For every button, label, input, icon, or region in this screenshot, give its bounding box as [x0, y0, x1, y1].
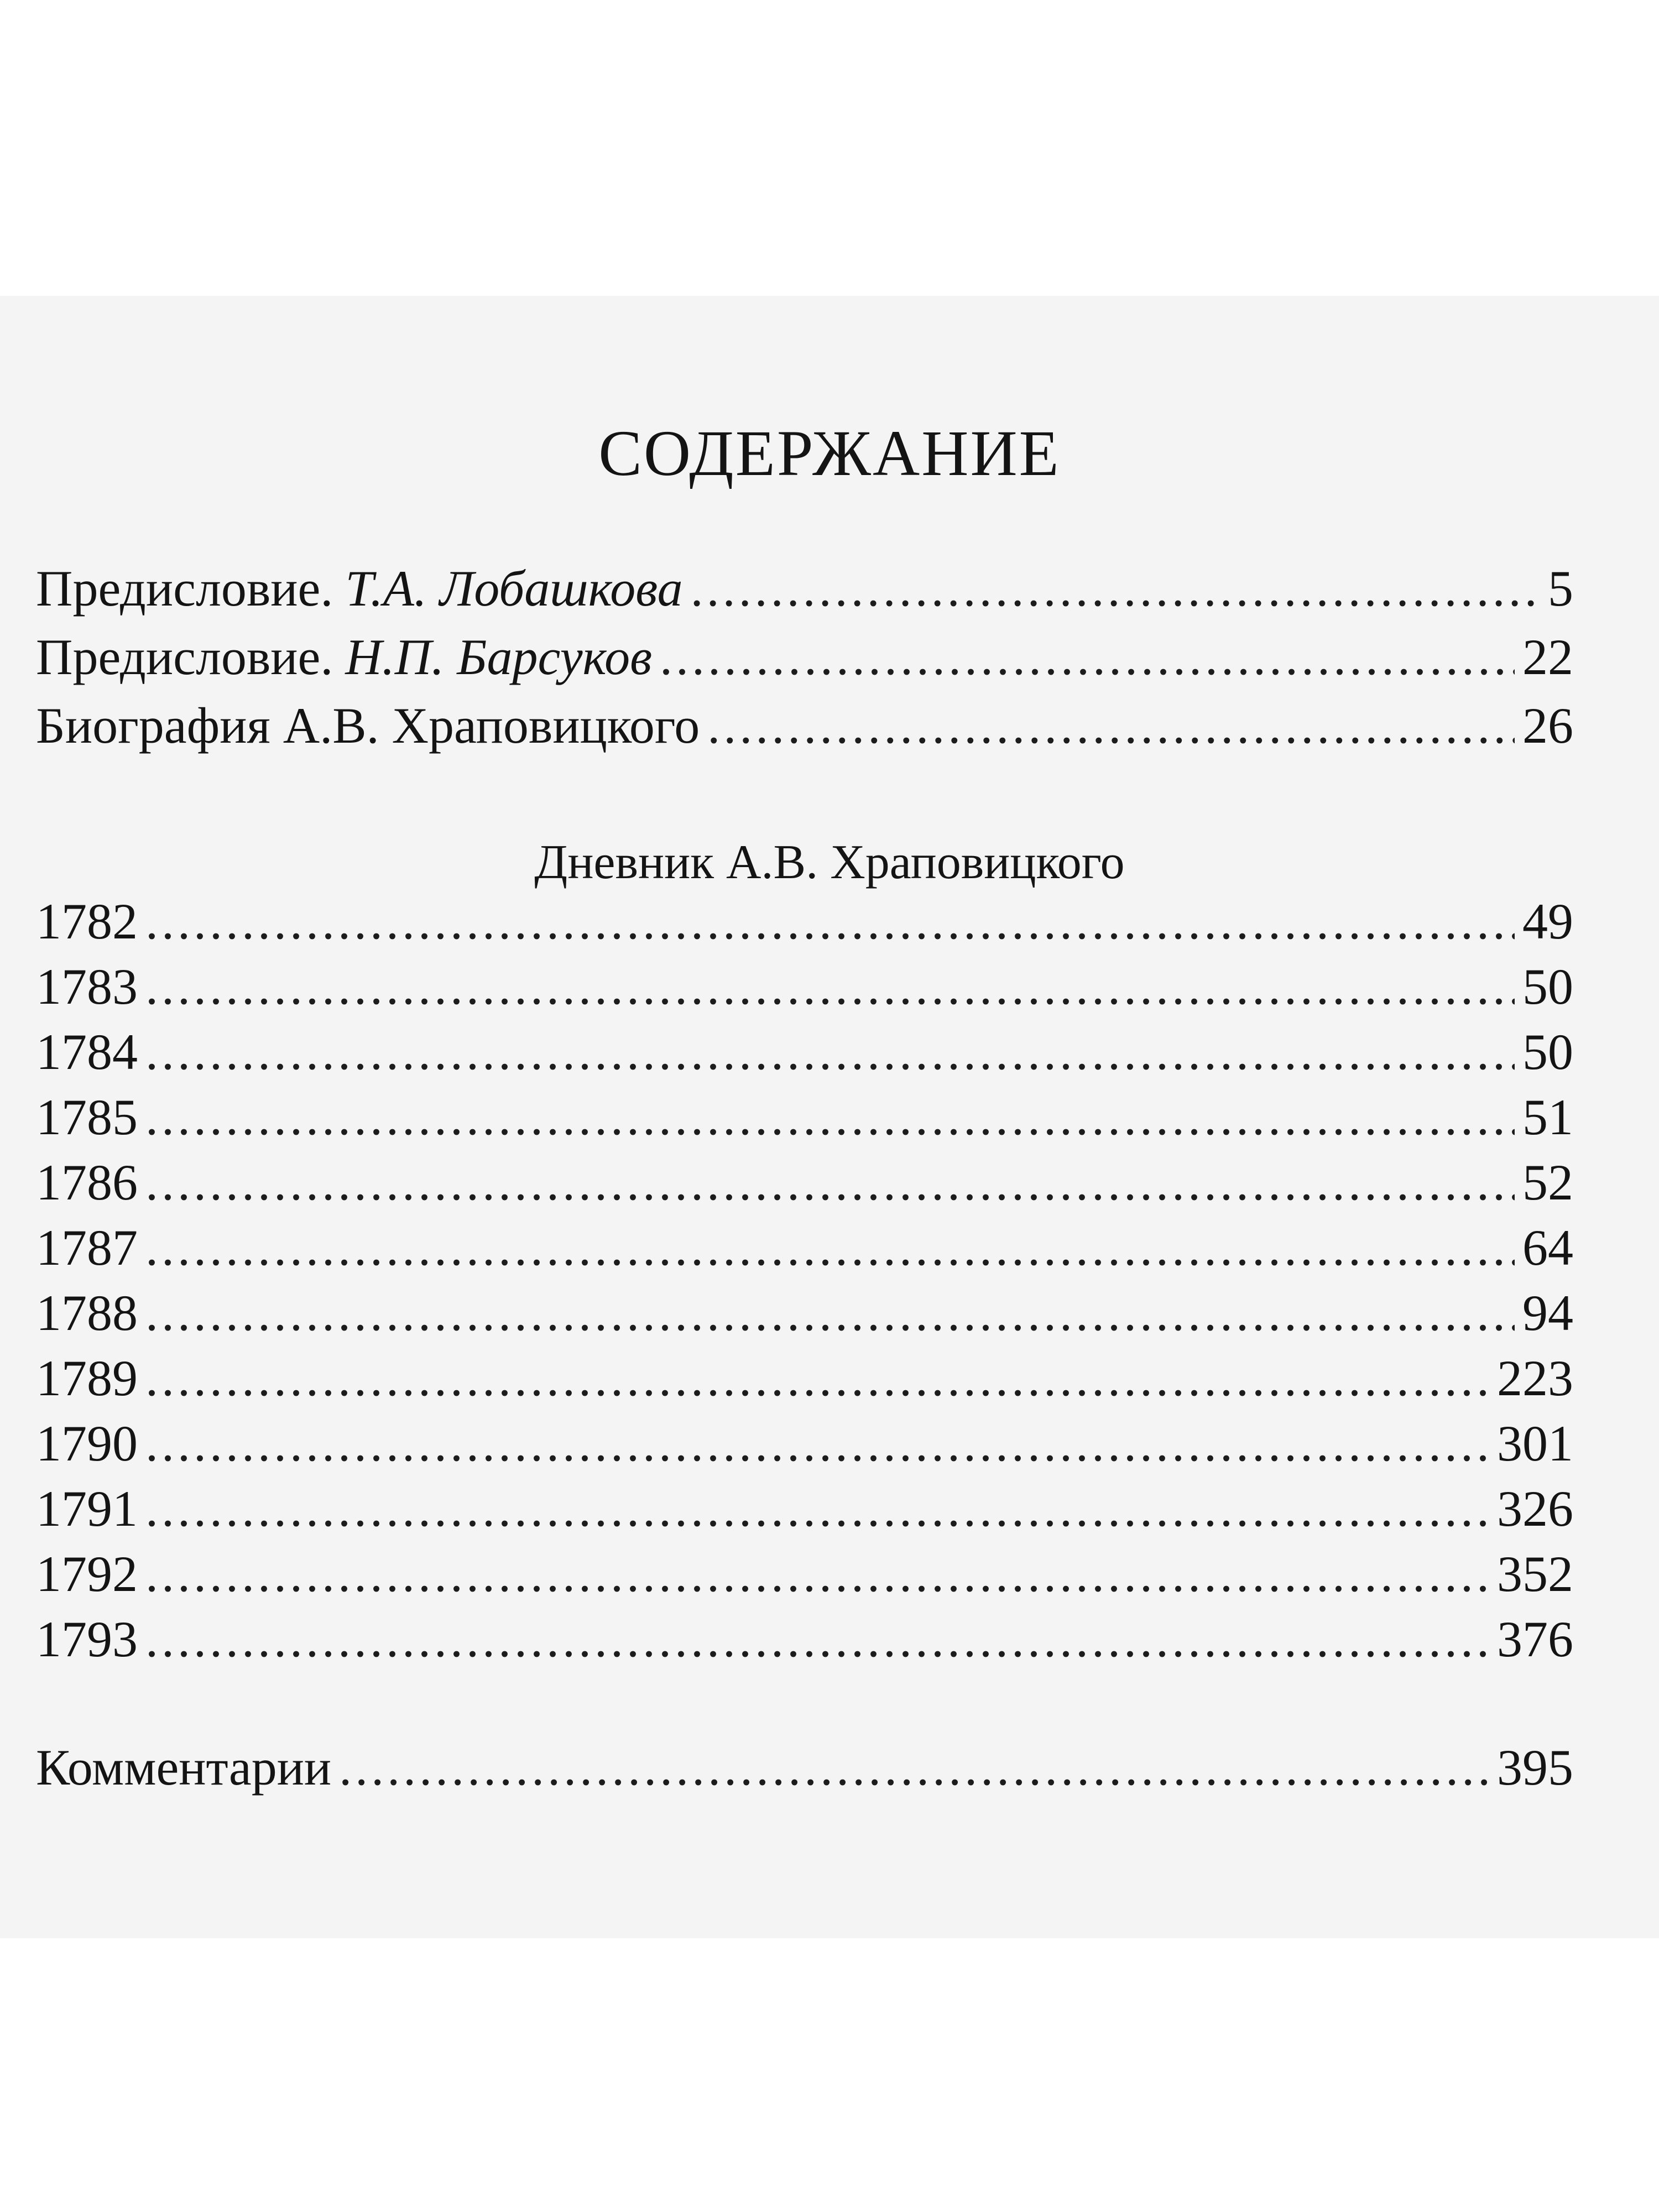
toc-entry-year [36, 890, 1573, 952]
toc-entry-author: Т.А. Лобашкова [345, 560, 683, 617]
toc-entry-title: Комментарии [36, 1739, 332, 1796]
toc-entry-year [36, 1217, 1573, 1279]
toc-entry-title: 1787 [36, 1219, 138, 1276]
toc-entry-title: 1791 [36, 1480, 138, 1537]
toc-entry-page: 223 [1497, 1350, 1573, 1406]
toc-entry-title: 1793 [36, 1611, 138, 1667]
toc-entry-title: 1782 [36, 893, 138, 950]
dot-leader [145, 1282, 1515, 1344]
toc-entry-year [36, 1282, 1573, 1344]
toc-entry-title: 1785 [36, 1089, 138, 1145]
dot-leader [145, 1543, 1489, 1605]
dot-leader [145, 1478, 1489, 1540]
toc-entry-year [36, 1347, 1573, 1409]
dot-leader [145, 890, 1515, 952]
toc-entry-page: 50 [1522, 1024, 1573, 1080]
dot-leader [707, 695, 1515, 757]
toc-entry-biography [36, 695, 1573, 757]
toc-entry-commentary [36, 1736, 1573, 1798]
toc-entry-preface-lobashkova [36, 557, 1573, 619]
toc-entry-year [36, 1412, 1573, 1474]
dot-leader [145, 1412, 1489, 1474]
toc-entry-page: 376 [1497, 1611, 1573, 1667]
dot-leader [145, 1086, 1515, 1148]
toc-entry-year [36, 1021, 1573, 1083]
toc-entry-title: 1786 [36, 1154, 138, 1211]
toc-entry-year [36, 1543, 1573, 1605]
toc-entry-page: 52 [1522, 1154, 1573, 1211]
toc-entry-page: 51 [1522, 1089, 1573, 1145]
toc-entry-page: 395 [1497, 1739, 1573, 1796]
page-title: СОДЕРЖАНИЕ [598, 417, 1061, 489]
dot-leader [145, 1608, 1489, 1670]
dot-leader [339, 1736, 1489, 1798]
toc-entry-page: 5 [1548, 560, 1573, 617]
toc-entry-page: 22 [1522, 629, 1573, 685]
toc-entry-title: Предисловие. [36, 629, 333, 685]
dot-leader [691, 557, 1540, 619]
dot-leader [145, 1021, 1515, 1083]
toc-entry-title: 1784 [36, 1024, 138, 1080]
toc-entry-page: 49 [1522, 893, 1573, 950]
toc-entry-title: 1783 [36, 958, 138, 1015]
dot-leader [145, 1347, 1489, 1409]
toc-entry-page: 26 [1522, 697, 1573, 754]
toc-entry-author: Н.П. Барсуков [345, 629, 653, 685]
toc-entry-page: 64 [1522, 1219, 1573, 1276]
dot-leader [145, 956, 1515, 1018]
toc-entry-title: 1790 [36, 1415, 138, 1472]
toc-entry-title: Биография А.В. Храповицкого [36, 697, 700, 754]
toc-entry-title: Предисловие. [36, 560, 333, 617]
dot-leader [145, 1217, 1515, 1279]
diary-section-heading: Дневник А.В. Храповицкого [534, 836, 1125, 889]
toc-entry-year [36, 1608, 1573, 1670]
toc-entry-year [36, 1151, 1573, 1213]
toc-entry-title: 1792 [36, 1546, 138, 1602]
toc-entry-title: 1788 [36, 1285, 138, 1341]
toc-entry-preface-barsukov [36, 626, 1573, 688]
dot-leader [145, 1151, 1515, 1213]
toc-entry-page: 50 [1522, 958, 1573, 1015]
toc-entry-page: 326 [1497, 1480, 1573, 1537]
toc-entry-page: 352 [1497, 1546, 1573, 1602]
toc-entry-page: 301 [1497, 1415, 1573, 1472]
toc-entry-title: 1789 [36, 1350, 138, 1406]
dot-leader [660, 626, 1515, 688]
toc-entry-year [36, 1478, 1573, 1540]
toc-entry-year [36, 1086, 1573, 1148]
toc-entry-page: 94 [1522, 1285, 1573, 1341]
toc-entry-year [36, 956, 1573, 1018]
